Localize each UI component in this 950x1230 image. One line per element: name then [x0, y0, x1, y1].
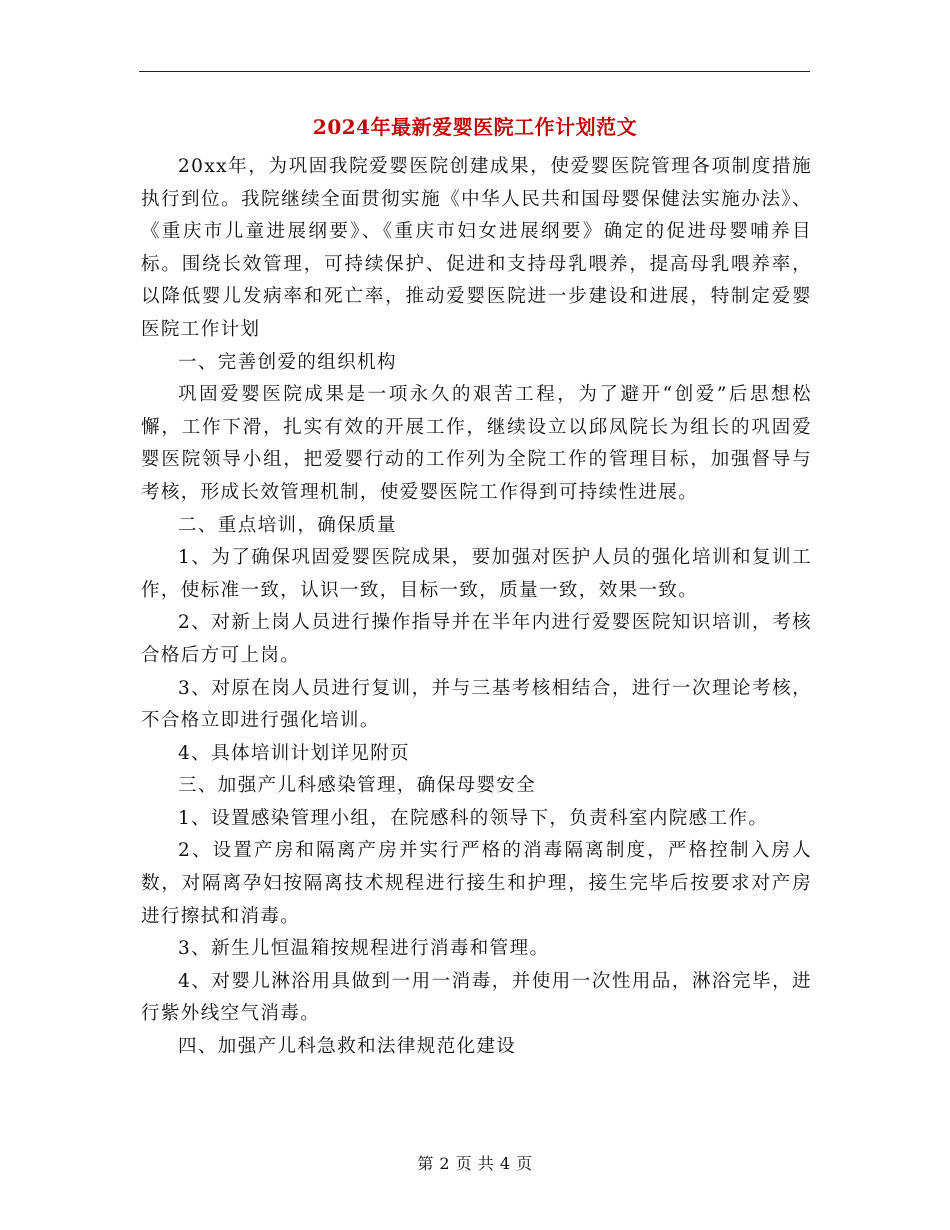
section-heading-3: 三、加强产儿科感染管理，确保母婴安全 — [178, 775, 537, 797]
section-heading-2: 二、重点培训，确保质量 — [178, 514, 397, 536]
list-item: 1、为了确保巩固爱婴医院成果，要加强对医护人员的强化培训和复训工作，使标准一致，认识一致，目标一致，质量一致，效果一致。 — [141, 547, 812, 601]
page-number: 第 2 页 共 4 页 — [417, 1154, 533, 1173]
list-item: 4、对婴儿淋浴用具做到一用一消毒，并使用一次性用品，淋浴完毕，进行紫外线空气消毒。 — [141, 970, 812, 1025]
document-title: 2024年最新爱婴医院工作计划范文 — [312, 115, 638, 139]
list-item: 3、对原在岗人员进行复训，并与三基考核相结合，进行一次理论考核，不合格立即进行强化培训。 — [141, 677, 812, 732]
list-item: 2、对新上岗人员进行操作指导并在半年内进行爱婴医院知识培训，考核合格后方可上岗。 — [141, 612, 812, 666]
list-item: 2、设置产房和隔离产房并实行严格的消毒隔离制度，严格控制入房人数，对隔离孕妇按隔离技术规程进行接生和护理，接生完毕后按要求对产房进行擦拭和消毒。 — [141, 840, 812, 927]
section-heading-1: 一、完善创爱的组织机构 — [178, 351, 397, 373]
paragraph: 巩固爱婴医院成果是一项永久的艰苦工程，为了避开“创爱”后思想松懈，工作下滑，扎实有效的开展工作，继续设立以邱凤院长为组长的巩固爱婴医院领导小组，把爱婴行动的工作列为全院工作的管理目标，加强督导与考核，形成长效管理机制，使爱婴医院工作得到可持续性进展。 — [141, 384, 812, 503]
paragraph-intro: 20xx年，为巩固我院爱婴医院创建成果，使爱婴医院管理各项制度措施执行到位。我院继续全面贯彻实施《中华人民共和国母婴保健法实施办法》、《重庆市儿童进展纲要》、《重庆市妇女进展纲要》确定的促进母婴哺养目标。围绕长效管理，可持续保护、促进和支持母乳喂养，提高母乳喂养率，以降低婴儿发病率和死亡率，推动爱婴医院进一步建设和进展，特制定爱婴医院工作计划 — [141, 156, 812, 340]
list-item: 3、新生儿恒温箱按规程进行消毒和管理。 — [178, 938, 550, 960]
section-heading-4: 四、加强产儿科急救和法律规范化建设 — [178, 1036, 517, 1058]
document-body — [141, 151, 812, 1064]
header-rule — [139, 71, 810, 72]
list-item: 1、设置感染管理小组，在院感科的领导下，负责科室内院感工作。 — [178, 807, 769, 829]
list-item: 4、具体培训计划详见附页 — [178, 742, 411, 764]
